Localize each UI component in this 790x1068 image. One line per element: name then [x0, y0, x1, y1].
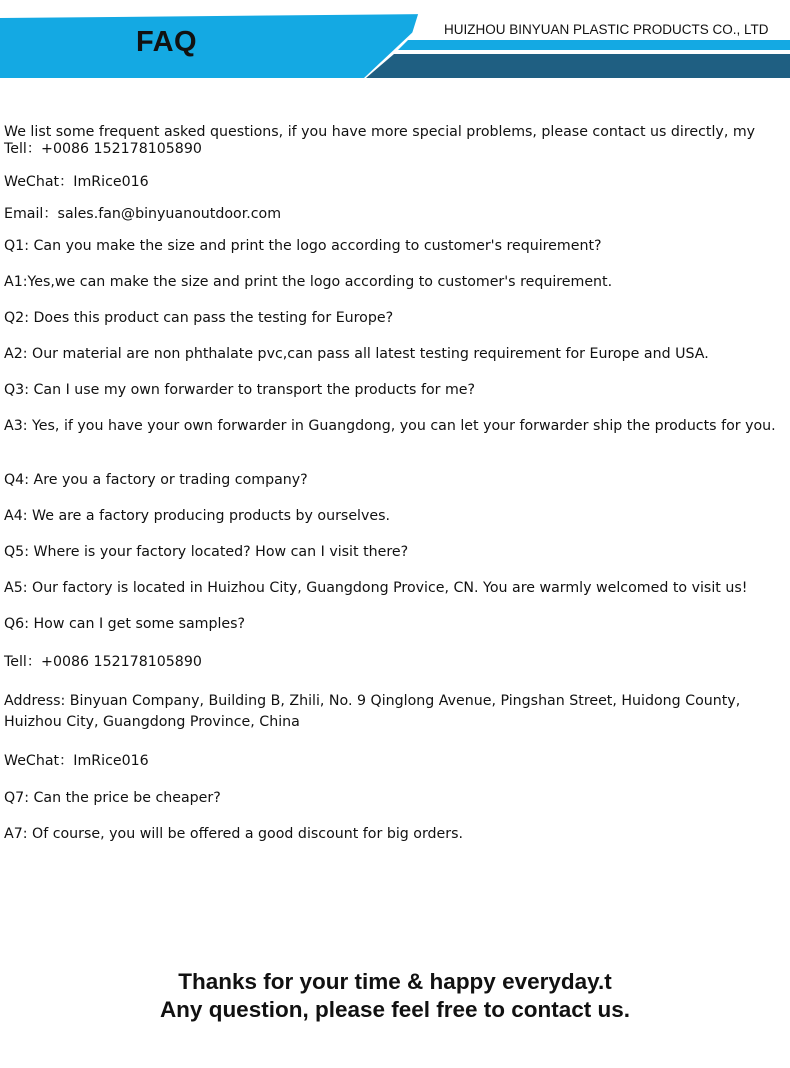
intro-text: We list some frequent asked questions, if you have more special problems, please contact us directly, my: [4, 124, 756, 140]
answer-5: A5: Our factory is located in Huizhou City, Guangdong Provice, CN. You are warmly welcomed to visit us!: [4, 580, 748, 596]
answer-6-wechat: WeChat：ImRice016: [4, 753, 149, 769]
intro-tel: Tell：+0086 152178105890: [4, 141, 202, 157]
answer-7: A7: Of course, you will be offered a good discount for big orders.: [4, 826, 464, 842]
question-5: Q5: Where is your factory located? How can I visit there?: [4, 544, 409, 560]
question-4: Q4: Are you a factory or trading company?: [4, 472, 308, 488]
intro-wechat: WeChat：ImRice016: [4, 174, 149, 190]
question-6: Q6: How can I get some samples?: [4, 616, 246, 632]
footer-line-1: Thanks for your time & happy everyday.t: [178, 969, 612, 994]
footer-message: [0, 968, 790, 1024]
answer-6-tel: Tell：+0086 152178105890: [4, 654, 202, 670]
question-3: Q3: Can I use my own forwarder to transport the products for me?: [4, 382, 476, 398]
answer-3: A3: Yes, if you have your own forwarder in Guangdong, you can let your forwarder ship the products for you.: [4, 418, 776, 434]
question-7: Q7: Can the price be cheaper?: [4, 790, 221, 806]
intro-email: Email：sales.fan@binyuanoutdoor.com: [4, 206, 282, 222]
page-title: FAQ: [136, 26, 198, 58]
banner-light-blue-shape: [0, 14, 432, 78]
header-banner: [0, 0, 790, 80]
banner-graphic: [0, 0, 790, 80]
answer-2: A2: Our material are non phthalate pvc,can pass all latest testing requirement for Europe and USA.: [4, 346, 709, 362]
banner-light-blue-strip: [398, 40, 790, 50]
question-2: Q2: Does this product can pass the testing for Europe?: [4, 310, 394, 326]
company-name: HUIZHOU BINYUAN PLASTIC PRODUCTS CO., LTD: [444, 22, 769, 37]
footer-line-2: Any question, please feel free to contact us.: [159, 997, 631, 1022]
question-1: Q1: Can you make the size and print the logo according to customer's requirement?: [4, 238, 602, 254]
answer-4: A4: We are a factory producing products by ourselves.: [4, 508, 391, 524]
answer-6-address: Address: Binyuan Company, Building B, Zhili, No. 9 Qinglong Avenue, Pingshan Street, Huidong County, Huizhou City, Guangdong Province, China: [4, 693, 741, 730]
banner-dark-blue-shape: [366, 54, 790, 78]
answer-1: A1:Yes,we can make the size and print the logo according to customer's requirement.: [4, 274, 613, 290]
